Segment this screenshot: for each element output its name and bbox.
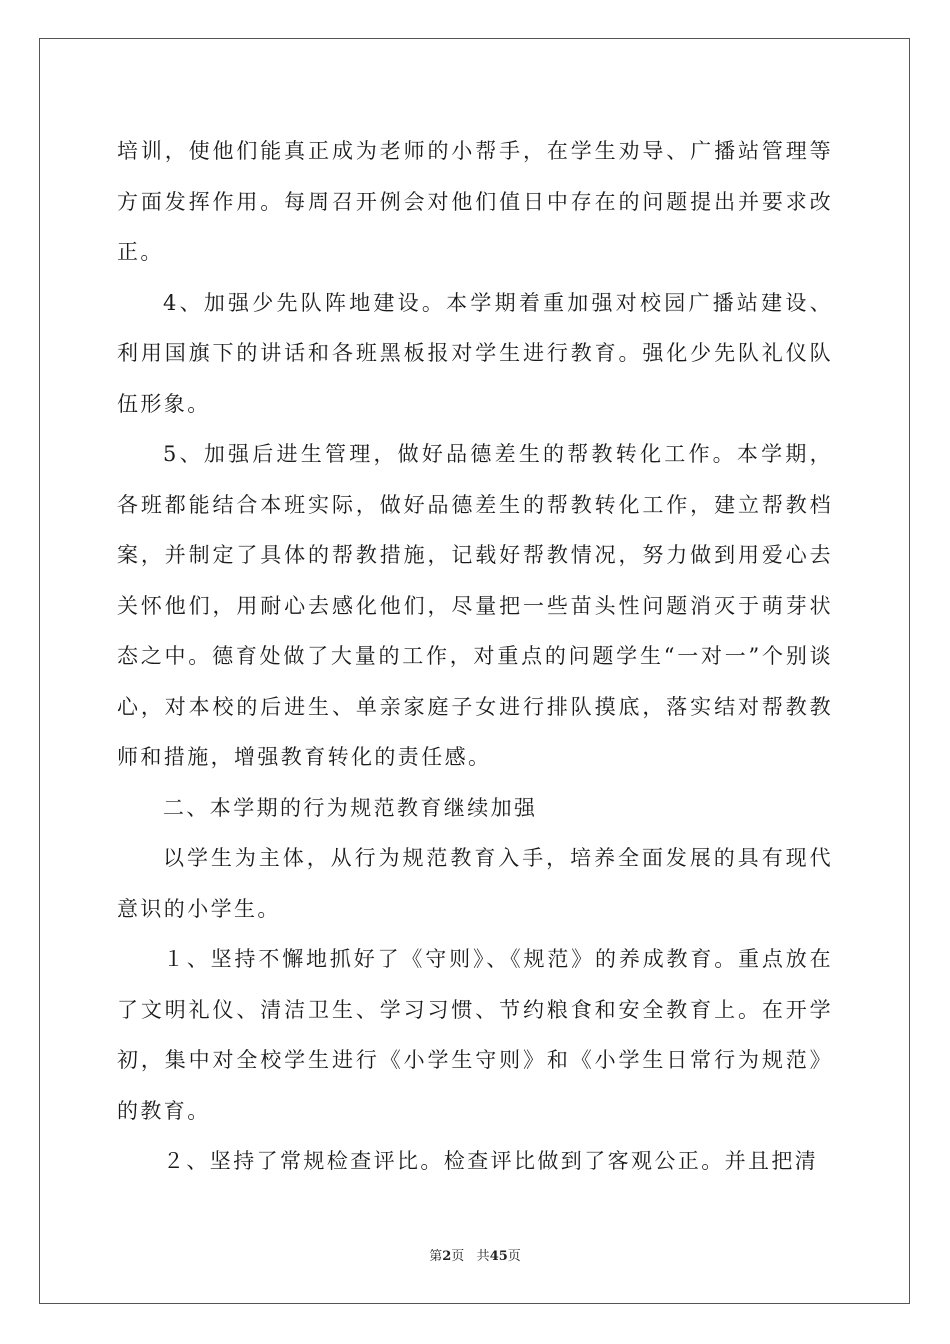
paragraph-6: ２、坚持了常规检查评比。检查评比做到了客观公正。并且把清 bbox=[163, 1149, 819, 1173]
page-number: 2 bbox=[442, 1249, 452, 1264]
paragraph-1: 培训，使他们能真正成为老师的小帮手，在学生劝导、广播站管理等方面发挥作用。每周召开例会对他们值日中存在的问题提出并要求改正。 bbox=[117, 139, 833, 264]
paragraph-5: １、坚持不懈地抓好了《守则》、《规范》的养成教育。重点放在了文明礼仪、清洁卫生、学习习惯、节约粮食和安全教育上。在开学初，集中对全校学生进行《小学生守则》和《小学生日常行为规范》的教育。 bbox=[117, 947, 833, 1123]
paragraph-3: 5、加强后进生管理，做好品德差生的帮教转化工作。本学期，各班都能结合本班实际，做好品德差生的帮教转化工作，建立帮教档案，并制定了具体的帮教措施，记载好帮教情况，努力做到用爱心去关怀他们，用耐心去感化他们，尽量把一些苗头性问题消灭于萌芽状态之中。德育处做了大量的工作，对重点的问题学生“一对一”个别谈心，对本校的后进生、单亲家庭子女进行排队摸底，落实结对帮教教师和措施，增强教育转化的责任感。 bbox=[117, 442, 833, 769]
paragraph-4: 以学生为主体，从行为规范教育入手，培养全面发展的具有现代意识的小学生。 bbox=[117, 846, 833, 921]
total-pages: 45 bbox=[489, 1249, 508, 1264]
page-prefix: 第 bbox=[429, 1249, 443, 1264]
paragraph-2: 4、加强少先队阵地建设。本学期着重加强对校园广播站建设、利用国旗下的讲话和各班黑板报对学生进行教育。强化少先队礼仪队伍形象。 bbox=[117, 290, 833, 416]
document-body bbox=[117, 126, 833, 1187]
page-footer bbox=[0, 1248, 950, 1266]
section-heading: 二、本学期的行为规范教育继续加强 bbox=[163, 795, 538, 820]
page-suffix: 页 bbox=[451, 1249, 465, 1264]
total-prefix: 共 bbox=[476, 1249, 490, 1264]
total-suffix: 页 bbox=[507, 1249, 521, 1264]
